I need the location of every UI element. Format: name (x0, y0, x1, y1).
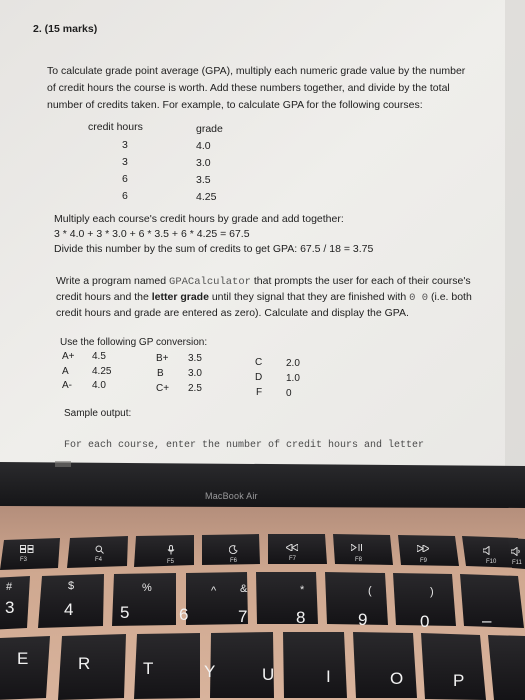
conv-value-a-minus: 4.0 (92, 380, 106, 391)
program-suffix: that prompts the user for each of their course's (250, 275, 471, 287)
key-4[interactable]: 4 (64, 600, 74, 619)
f6-key[interactable]: F6 (230, 558, 238, 564)
conv-grade-f: F (256, 387, 263, 398)
table-credit-2: 3 (122, 156, 128, 168)
program-line-3: credit hours and grade are entered as zero). Calculate and display the GPA. (56, 307, 409, 319)
key-minus[interactable]: – (482, 611, 492, 630)
program-line2-zeros: 0 0 (409, 292, 429, 304)
conv-value-a-plus: 4.5 (92, 351, 106, 362)
key-u[interactable]: U (262, 665, 275, 684)
key-8-shift: * (300, 584, 305, 596)
conv-value-d: 1.0 (286, 373, 300, 384)
number-row-keys (0, 572, 525, 630)
key-6[interactable]: 6 (179, 605, 189, 624)
search-icon (95, 545, 104, 556)
mute-icon (483, 546, 491, 557)
key-9-shift: ( (368, 585, 372, 597)
divide-instruction: Divide this number by the sum of credits to get GPA: 67.5 / 18 = 3.75 (54, 243, 374, 255)
play-pause-icon (351, 544, 363, 553)
intro-line-1: To calculate grade point average (GPA), multiply each numeric grade value by the number (47, 65, 466, 77)
conv-value-f: 0 (286, 388, 292, 399)
f4-key[interactable]: F4 (95, 557, 103, 563)
screen-right-shadow (505, 0, 525, 470)
table-header-grade: grade (196, 123, 223, 135)
f11-key[interactable]: F11 (512, 560, 522, 566)
multiply-equation: 3 * 4.0 + 3 * 3.0 + 6 * 3.5 + 6 * 4.25 = 67.5 (54, 228, 250, 240)
conv-value-a: 4.25 (92, 366, 112, 377)
f7-key[interactable]: F7 (289, 556, 297, 562)
conv-grade-b: B (157, 368, 164, 379)
key-0[interactable]: 0 (420, 612, 430, 631)
table-grade-3: 3.5 (196, 174, 211, 186)
conv-value-c: 2.0 (286, 358, 300, 369)
key-p[interactable]: P (453, 671, 465, 690)
key-7[interactable]: 7 (238, 607, 248, 626)
screen-bezel (0, 462, 525, 510)
key-t[interactable]: T (143, 659, 154, 678)
program-line2-bold: letter grade (151, 291, 209, 303)
program-line2-prefix: credit hours and the (56, 291, 152, 303)
key-o[interactable]: O (390, 669, 404, 688)
mission-control-icon (20, 545, 34, 555)
table-credit-4: 6 (122, 190, 128, 202)
fast-forward-icon (417, 545, 429, 554)
conv-grade-b-plus: B+ (156, 353, 169, 364)
rewind-icon (286, 544, 298, 553)
conv-grade-a: A (62, 366, 69, 377)
multiply-instruction: Multiply each course's credit hours by grade and add together: (54, 213, 344, 225)
program-line-1 (56, 276, 471, 288)
f10-key[interactable]: F10 (486, 559, 497, 565)
key-4-shift: $ (68, 580, 75, 592)
key-y[interactable]: Y (204, 662, 216, 681)
f3-key[interactable]: F3 (20, 557, 28, 563)
conv-value-b: 3.0 (188, 368, 202, 379)
key-r[interactable]: R (78, 654, 91, 673)
key-0-shift: ) (430, 586, 434, 598)
table-credit-1: 3 (122, 139, 128, 151)
key-i[interactable]: I (326, 667, 331, 686)
conv-grade-c: C (255, 357, 263, 368)
key-3-shift: # (6, 581, 13, 593)
conv-value-c-plus: 2.5 (188, 383, 202, 394)
conv-value-b-plus: 3.5 (188, 353, 202, 364)
table-grade-4: 4.25 (196, 191, 217, 203)
conv-grade-d: D (255, 372, 263, 383)
table-grade-1: 4.0 (196, 140, 211, 152)
f8-key[interactable]: F8 (355, 557, 363, 563)
macbook-label: MacBook Air (205, 491, 258, 501)
table-header-credit-hours: credit hours (88, 121, 143, 133)
conv-grade-a-plus: A+ (62, 351, 75, 362)
conv-grade-a-minus: A- (62, 380, 72, 391)
intro-line-2: of credit hours the course is worth. Add these numbers together, and divide by the total (47, 82, 450, 94)
key-5[interactable]: 5 (120, 603, 130, 622)
key-9[interactable]: 9 (358, 610, 368, 629)
program-line-2 (56, 292, 472, 304)
conversion-title: Use the following GP conversion: (60, 337, 208, 348)
screen-cursor-artifact (55, 461, 71, 467)
sample-output-label: Sample output: (64, 408, 132, 419)
program-name: GPACalculator (169, 276, 251, 288)
key-3[interactable]: 3 (5, 598, 15, 617)
f9-key[interactable]: F9 (420, 558, 428, 564)
key-8[interactable]: 8 (296, 608, 306, 627)
table-credit-3: 6 (122, 173, 128, 185)
sample-output-line: For each course, enter the number of credit hours and letter (64, 440, 425, 451)
moon-icon (229, 545, 238, 556)
key-5-shift: % (142, 582, 152, 594)
program-line2-mid: until they signal that they are finished with (208, 291, 410, 303)
conv-grade-c-plus: C+ (156, 383, 170, 394)
program-prefix: Write a program named (56, 275, 170, 287)
f5-key[interactable]: F5 (167, 559, 175, 565)
intro-line-3: number of credits taken. For example, to calculate GPA for the following courses: (47, 99, 423, 111)
key-6-shift: ^ (211, 585, 217, 597)
key-e[interactable]: E (17, 649, 29, 668)
volume-down-icon (511, 547, 521, 558)
question-header: 2. (15 marks) (33, 23, 98, 35)
key-7-shift: & (240, 583, 248, 595)
microphone-icon (167, 545, 175, 557)
table-grade-2: 3.0 (196, 157, 211, 169)
program-line2-suffix: (i.e. both (428, 291, 472, 303)
